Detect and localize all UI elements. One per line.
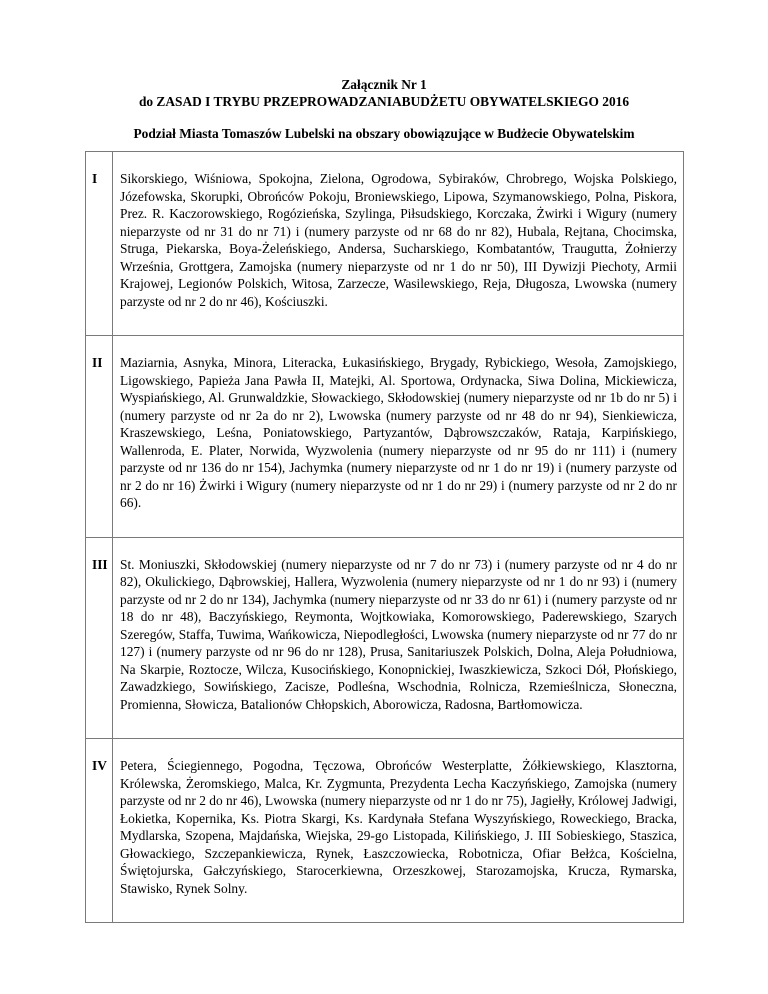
area-number: II [86, 336, 113, 538]
area-streets: Petera, Ściegiennego, Pogodna, Tęczowa, Obrońców Westerplatte, Żółkiewskiego, Klasztorna, Królewska, Żeromskiego, Malca, Kr. Zygmunta, Prezydenta Lecha Kaczyńskiego, Zamojska (numery parzyste od nr 2 do nr 46), Lwowska (numery nieparzyste od nr 1 do nr 75), Jagiełły, Królowej Jadwigi, Łokietka, Kopernika, Ks. Piotra Skargi, Ks. Kardynała Stefana Wyszyńskiego, Roweckiego, Bracka, Mydlarska, Szopena, Majdańska, Wiejska, 29-go Listopada, Kilińskiego, J. III Sobieskiego, Staszica, Głowackiego, Szczepankiewicza, Rynek, Łaszczowiecka, Robotnicza, Ofiar Bełżca, Kościelna, Świętojurska, Gałczyńskiego, Starocerkiewna, Orzeszkowej, Starozamojska, Krucza, Rymarska, Stawisko, Rynek Solny. [113, 739, 684, 923]
area-streets: St. Moniuszki, Skłodowskiej (numery nieparzyste od nr 7 do nr 73) i (numery parzyste od nr 4 do nr 82), Okulickiego, Dąbrowskiej, Hallera, Wyzwolenia (numery nieparzyste od nr 1 do nr 93) i (numery parzyste od nr 2 do nr 134), Jachymka (numery nieparzyste od nr 33 do nr 61) i (numery parzyste od nr 18 do nr 48), Baczyńskiego, Reymonta, Wojtkowiaka, Komorowskiego, Paderewskiego, Szarych Szeregów, Staffa, Tuwima, Wańkowicza, Niepodległości, Lwowska (numery nieparzyste od nr 77 do nr 127) i (numery parzyste od nr 96 do nr 128), Prusa, Sanitariuszek Polskich, Dolna, Aleja Południowa, Na Skarpie, Roztocze, Wilcza, Kusocińskiego, Konopnickiej, Iwaszkiewicza, Szkoci Dół, Płońskiego, Zawadzkiego, Sowińskiego, Zacisze, Podleśna, Wschodnia, Rolnicza, Rzemieślnicza, Słoneczna, Promienna, Słowicza, Batalionów Chłopskich, Aborowicza, Radosna, Bartłomowicza. [113, 537, 684, 739]
area-number: III [86, 537, 113, 739]
table-row [86, 336, 684, 538]
area-number: I [86, 152, 113, 336]
table-caption: Podział Miasta Tomaszów Lubelski na obszary obowiązujące w Budżecie Obywatelskim [133, 126, 635, 141]
areas-table [85, 151, 684, 923]
area-number: IV [86, 739, 113, 923]
area-streets: Sikorskiego, Wiśniowa, Spokojna, Zielona, Ogrodowa, Sybiraków, Chrobrego, Wojska Polskiego, Józefowska, Skorupki, Obrońców Pokoju, Broniewskiego, Lipowa, Szymanowskiego, Polna, Piskora, Prez. R. Kaczorowskiego, Rogózieńska, Szylinga, Piłsudskiego, Korczaka, Żwirki i Wigury (numery nieparzyste od nr 31 do nr 71) i (numery parzyste od nr 68 do nr 82), Hubala, Rejtana, Chocimska, Struga, Piekarska, Boya-Żeleńskiego, Andersa, Sucharskiego, Kombatantów, Traugutta, Żołnierzy Września, Grottgera, Zamojska (numery nieparzyste od nr 1 do nr 50), III Dywizji Piechoty, Armii Krajowej, Legionów Polskich, Witosa, Zarzecze, Wasilewskiego, Reja, Długosza, Lwowska (numery parzyste od nr 2 do nr 46), Kościuszki. [113, 152, 684, 336]
table-row [86, 152, 684, 336]
area-streets: Maziarnia, Asnyka, Minora, Literacka, Łukasińskiego, Brygady, Rybickiego, Wesoła, Zamojskiego, Ligowskiego, Papieża Jana Pawła II, Matejki, Al. Sportowa, Ordynacka, Siwa Dolina, Mickiewicza, Wyspiańskiego, Al. Grunwaldzkie, Słowackiego, Skłodowskiej (numery nieparzyste od nr 1b do nr 5) i (numery parzyste od nr 2a do nr 2), Lwowska (numery parzyste od nr 48 do nr 94), Sienkiewicza, Kraszewskiego, Leśna, Poniatowskiego, Partyzantów, Dąbrowszczaków, Rataja, Karpińskiego, Wallenroda, E. Plater, Norwida, Wyzwolenia (numery nieparzyste od nr 95 do nr 111) i (numery parzyste od nr 136 do nr 154), Jachymka (numery nieparzyste od nr 1 do nr 19) i (numery parzyste od nr 2 do nr 16) Żwirki i Wigury (numery nieparzyste od nr 1 do nr 29) i (numery parzyste od nr 2 do nr 66). [113, 336, 684, 538]
document-title: do ZASAD I TRYBU PRZEPROWADZANIABUDŻETU OBYWATELSKIEGO 2016 [138, 94, 630, 109]
table-row [86, 739, 684, 923]
attachment-number: Załącznik Nr 1 [341, 77, 427, 92]
table-row [86, 537, 684, 739]
